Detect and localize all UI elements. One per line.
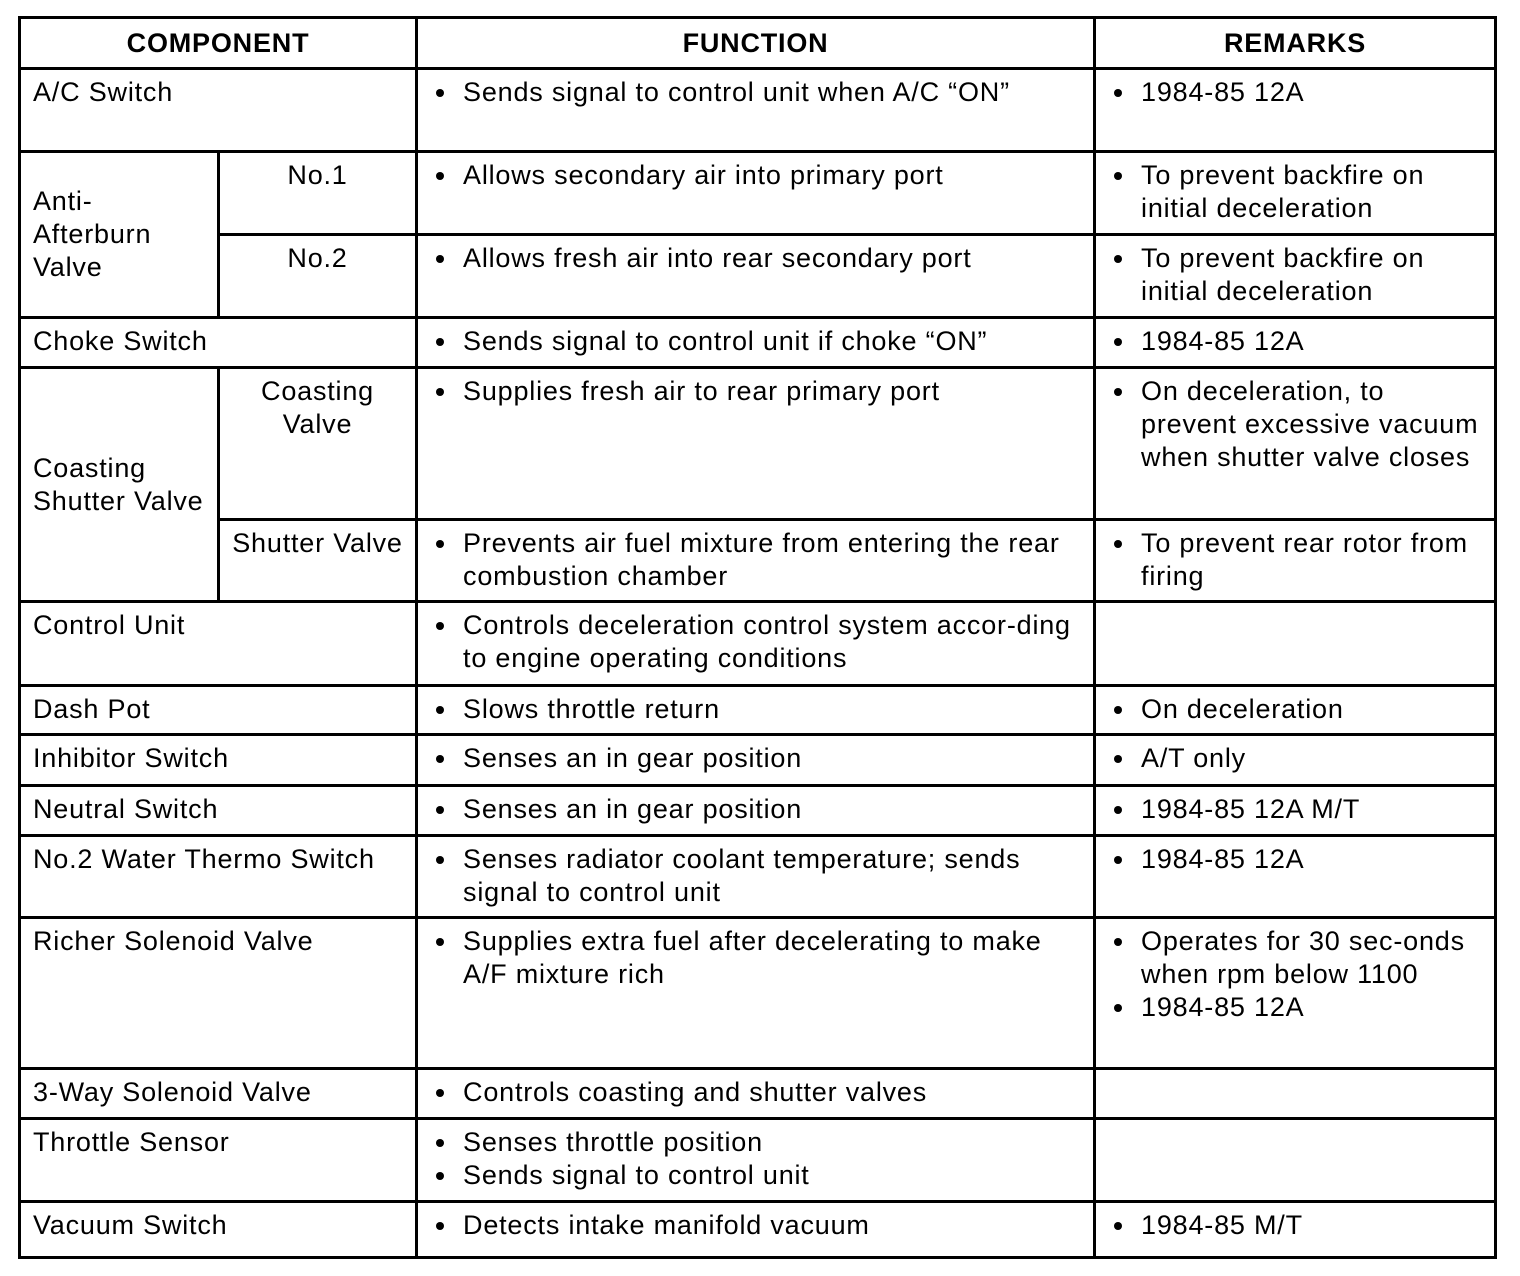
bullet-item: To prevent rear rotor from firing [1108, 527, 1482, 593]
function-cell [417, 1119, 1095, 1202]
bullet-item: Slows throttle return [430, 693, 1081, 726]
table-row [20, 735, 1496, 786]
bullet-item: 1984-85 12A [1108, 76, 1482, 109]
function-cell [417, 520, 1095, 602]
remarks-cell [1095, 235, 1496, 318]
subcomponent-cell: Coasting Valve [219, 368, 417, 520]
bullet-item: Senses an in gear position [430, 742, 1081, 775]
remarks-cell [1095, 69, 1496, 152]
function-cell [417, 152, 1095, 235]
bullet-item: Sends signal to control unit when A/C “ON” [430, 76, 1081, 109]
component-cell: Dash Pot [20, 686, 417, 735]
component-cell: Throttle Sensor [20, 1119, 417, 1202]
component-cell: 3-Way Solenoid Valve [20, 1069, 417, 1119]
subcomponent-cell: No.2 [219, 235, 417, 318]
table-row [20, 235, 1496, 318]
header-row [20, 18, 1496, 69]
component-cell: Vacuum Switch [20, 1202, 417, 1258]
remarks-cell [1095, 1119, 1496, 1202]
bullet-item: Allows fresh air into rear secondary port [430, 242, 1081, 275]
table-row [20, 152, 1496, 235]
bullet-item: To prevent backfire on initial deceleration [1108, 242, 1482, 308]
subcomponent-cell: No.1 [219, 152, 417, 235]
function-cell [417, 786, 1095, 836]
bullet-item: To prevent backfire on initial deceleration [1108, 159, 1482, 225]
function-cell [417, 368, 1095, 520]
bullet-item: 1984-85 12A [1108, 325, 1482, 358]
table-row [20, 1119, 1496, 1202]
function-cell [417, 735, 1095, 786]
subcomponent-cell: Shutter Valve [219, 520, 417, 602]
header-remarks: REMARKS [1095, 18, 1496, 69]
component-function-table [18, 16, 1497, 1259]
component-cell: Richer Solenoid Valve [20, 918, 417, 1069]
remarks-cell [1095, 1202, 1496, 1258]
remarks-cell [1095, 786, 1496, 836]
bullet-item: Sends signal to control unit if choke “ON” [430, 325, 1081, 358]
function-cell [417, 69, 1095, 152]
component-cell: Inhibitor Switch [20, 735, 417, 786]
function-cell [417, 602, 1095, 686]
table-row [20, 1202, 1496, 1258]
table-row [20, 836, 1496, 918]
bullet-item: Controls coasting and shutter valves [430, 1076, 1081, 1109]
component-cell: Anti-Afterburn Valve [20, 152, 219, 318]
remarks-cell [1095, 368, 1496, 520]
bullet-item: 1984-85 12A [1108, 991, 1482, 1024]
remarks-cell [1095, 918, 1496, 1069]
table-row [20, 520, 1496, 602]
function-cell [417, 235, 1095, 318]
bullet-item: Controls deceleration control system accor-ding to engine operating conditions [430, 609, 1081, 675]
remarks-cell [1095, 1069, 1496, 1119]
function-cell [417, 318, 1095, 368]
bullet-item: Senses throttle position [430, 1126, 1081, 1159]
remarks-cell [1095, 686, 1496, 735]
bullet-item: 1984-85 M/T [1108, 1209, 1482, 1242]
table-row [20, 1069, 1496, 1119]
bullet-item: On deceleration, to prevent excessive vacuum when shutter valve closes [1108, 375, 1482, 474]
bullet-item: Senses radiator coolant temperature; sends signal to control unit [430, 843, 1081, 909]
function-cell [417, 1202, 1095, 1258]
remarks-cell [1095, 602, 1496, 686]
bullet-item: Supplies extra fuel after decelerating to make A/F mixture rich [430, 925, 1081, 991]
remarks-cell [1095, 836, 1496, 918]
function-cell [417, 686, 1095, 735]
table-row [20, 69, 1496, 152]
header-function: FUNCTION [417, 18, 1095, 69]
remarks-cell [1095, 520, 1496, 602]
bullet-item: Senses an in gear position [430, 793, 1081, 826]
bullet-item: Sends signal to control unit [430, 1159, 1081, 1192]
function-cell [417, 918, 1095, 1069]
table-row [20, 602, 1496, 686]
table-row [20, 368, 1496, 520]
component-cell: Coasting Shutter Valve [20, 368, 219, 602]
table-row [20, 918, 1496, 1069]
remarks-cell [1095, 318, 1496, 368]
remarks-cell [1095, 735, 1496, 786]
bullet-item: 1984-85 12A M/T [1108, 793, 1482, 826]
header-component: COMPONENT [20, 18, 417, 69]
component-cell: Neutral Switch [20, 786, 417, 836]
table-row [20, 786, 1496, 836]
bullet-item: Supplies fresh air to rear primary port [430, 375, 1081, 408]
bullet-item: A/T only [1108, 742, 1482, 775]
bullet-item: Detects intake manifold vacuum [430, 1209, 1081, 1242]
component-cell: Choke Switch [20, 318, 417, 368]
remarks-cell [1095, 152, 1496, 235]
bullet-item: Allows secondary air into primary port [430, 159, 1081, 192]
component-cell: A/C Switch [20, 69, 417, 152]
bullet-item: Prevents air fuel mixture from entering the rear combustion chamber [430, 527, 1081, 593]
function-cell [417, 836, 1095, 918]
bullet-item: On deceleration [1108, 693, 1482, 726]
table-row [20, 318, 1496, 368]
bullet-item: 1984-85 12A [1108, 843, 1482, 876]
function-cell [417, 1069, 1095, 1119]
bullet-item: Operates for 30 sec-onds when rpm below 1100 [1108, 925, 1482, 991]
table-row [20, 686, 1496, 735]
component-cell: No.2 Water Thermo Switch [20, 836, 417, 918]
component-cell: Control Unit [20, 602, 417, 686]
